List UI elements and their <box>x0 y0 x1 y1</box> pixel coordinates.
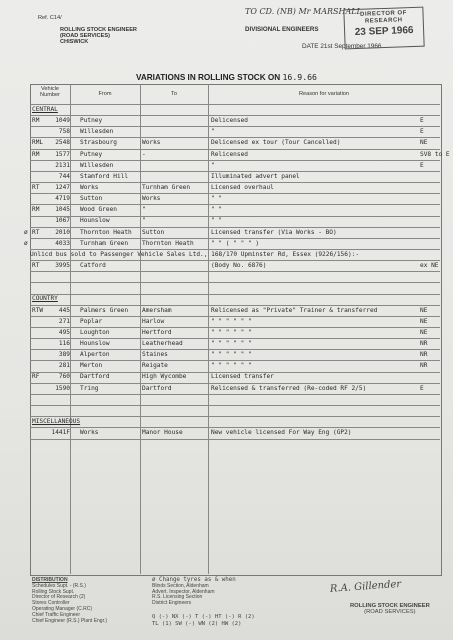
vehicle-number: 1590 <box>55 384 70 392</box>
vehicle-number: 744 <box>58 172 70 180</box>
table-row <box>30 149 450 160</box>
to-location: Reigate <box>142 362 168 370</box>
row-divider <box>30 171 440 172</box>
vehicle-number: 1247 <box>55 183 70 191</box>
section-heading <box>30 104 440 115</box>
vehicle-number: 1441F <box>51 429 70 437</box>
row-divider <box>30 394 440 395</box>
vehicle-number: 3995 <box>55 261 70 269</box>
to-location: Turnham Green <box>142 183 191 191</box>
variation-reason: New vehicle licensed For Way Eng (GP2) <box>211 429 352 437</box>
vehicle-number: 281 <box>58 362 70 370</box>
variation-reason: " <box>211 128 215 136</box>
tyre-change-mark: ø <box>24 228 28 236</box>
stamp-date: 23 SEP 1966 <box>354 24 414 39</box>
allocation-code: E <box>420 384 424 392</box>
to-location: Staines <box>142 351 168 359</box>
vehicle-number: 445 <box>58 306 70 314</box>
from-location: Hounslow <box>80 217 110 225</box>
table-row <box>30 338 440 349</box>
row-divider <box>30 271 440 272</box>
vehicle-number: 1067 <box>55 217 70 225</box>
vehicle-number: 4033 <box>55 239 70 247</box>
signature: R.A. Gillender <box>329 578 402 595</box>
table-row <box>24 238 440 249</box>
variation-reason: " " " " " " <box>211 362 252 370</box>
tyre-change-mark: ø <box>24 239 28 247</box>
table-row-blank <box>30 394 440 405</box>
vehicle-class: RT <box>32 261 40 269</box>
from-location: Works <box>80 429 99 437</box>
vehicle-number: 2131 <box>55 161 70 169</box>
row-divider <box>30 260 440 261</box>
from-location: Hounslow <box>80 339 110 347</box>
section-label: CENTRAL <box>32 106 58 113</box>
row-divider <box>30 115 440 116</box>
to-location: - <box>142 150 146 158</box>
table-row <box>30 427 440 438</box>
section-heading <box>30 416 440 427</box>
row-divider <box>30 193 440 194</box>
variation-reason: " " " " " " <box>211 317 252 325</box>
from-location: Tring <box>80 384 99 392</box>
table-row <box>30 371 440 382</box>
row-divider <box>30 227 440 228</box>
to-location: Hertford <box>142 328 172 336</box>
table-row <box>30 260 440 271</box>
table-row <box>30 171 440 182</box>
table-row <box>30 349 440 360</box>
to-location: Thornton Heath <box>142 239 194 247</box>
variation-reason: Relicensed & transferred (Re-coded RF 2/5) <box>211 384 367 392</box>
from-location: Turnham Green <box>80 239 129 247</box>
table-row <box>30 360 440 371</box>
variation-reason: " " " " " " <box>211 339 252 347</box>
row-divider <box>30 305 440 306</box>
from-location: Putney <box>80 117 103 125</box>
vehicle-number: 116 <box>58 339 70 347</box>
from-location: Sutton <box>80 195 103 203</box>
distribution-list: DISTRIBUTION Schedules Supt. - (R.S.) Rolling Stock Supt. Director of Research (2) Stores Controller Operating Manager (C.RC) Chief Traffic Engineer Chief Engineer (R.S.) Plant Engr.) <box>32 577 108 624</box>
from-location: Putney <box>80 150 103 158</box>
vehicle-number: 1049 <box>55 117 70 125</box>
vehicle-number: 2548 <box>55 139 70 147</box>
table-row <box>30 215 440 226</box>
column-header-reason: Reason for variation <box>298 91 350 97</box>
vehicle-number: 1577 <box>55 150 70 158</box>
table-row <box>30 204 440 215</box>
table-row-blank <box>30 282 440 293</box>
table-row-note <box>30 249 440 260</box>
allocation-code: NR <box>420 339 428 347</box>
vehicle-number: 2010 <box>55 228 70 236</box>
table-row <box>30 160 440 171</box>
section-label: MISCELLANEOUS <box>32 417 81 425</box>
row-divider <box>30 282 440 283</box>
table-row <box>30 305 440 316</box>
vehicle-class: RF <box>32 373 40 381</box>
allocation-code: E <box>420 128 424 136</box>
allocation-code: NE <box>420 328 428 336</box>
table-row <box>30 137 440 148</box>
allocation-code: E <box>420 117 424 125</box>
variation-reason: Licensed transfer (Via Works - BO) <box>211 228 337 236</box>
variation-reason: " <box>211 161 215 169</box>
vehicle-number: 271 <box>58 317 70 325</box>
from-location: Poplar <box>80 317 103 325</box>
to-location: Manor House <box>142 429 183 437</box>
allocation-code: ex NE <box>420 261 439 269</box>
vehicle-class: RT <box>32 183 40 191</box>
from-location: Dartford <box>80 373 110 381</box>
row-divider <box>30 383 440 384</box>
column-header-from: From <box>98 91 112 97</box>
vehicle-number: 758 <box>58 128 70 136</box>
to-location: Dartford <box>142 384 172 392</box>
row-divider <box>30 182 440 183</box>
row-divider <box>30 160 440 161</box>
allocation-code: NR <box>420 362 428 370</box>
allocation-code: NE <box>420 139 428 147</box>
allocation-code: NE <box>420 317 428 325</box>
table-row <box>30 193 440 204</box>
table-row <box>30 126 440 137</box>
table-row <box>24 227 440 238</box>
vehicle-number: 760 <box>58 373 70 381</box>
from-address: ROLLING STOCK ENGINEER (ROAD SERVICES) CHISWICK <box>60 27 137 46</box>
to-location: High Wycombe <box>142 373 187 381</box>
from-location: Willesden <box>80 128 114 136</box>
vehicle-class: RM <box>32 150 40 158</box>
to-location: Works <box>142 139 161 147</box>
variation-reason: " " " " " " <box>211 351 252 359</box>
allocation-code: NE <box>420 306 428 314</box>
from-location: Willesden <box>80 161 114 169</box>
table-row <box>30 115 440 126</box>
variation-reason: " " <box>211 195 223 203</box>
to-location: Works <box>142 195 161 203</box>
variation-reason: Relicensed <box>211 150 248 158</box>
variation-reason: " " <box>211 217 223 225</box>
variation-reason: Relicensed as "Private" Trainer & transferred <box>211 306 378 314</box>
variation-reason: " " " " " " <box>211 328 252 336</box>
row-divider <box>30 416 440 417</box>
document-date: DATE 21st September 1966 <box>302 43 382 50</box>
column-header-to: To <box>171 91 177 97</box>
to-location: Sutton <box>142 228 165 236</box>
row-divider <box>30 372 440 373</box>
table-row <box>30 316 440 327</box>
table-row <box>30 383 440 394</box>
row-divider <box>30 338 440 339</box>
variation-reason: Delicensed <box>211 117 248 125</box>
from-location: Strasbourg <box>80 139 117 147</box>
table-row-blank <box>30 271 440 282</box>
vehicle-class: RTW <box>32 306 44 314</box>
table-row <box>30 182 440 193</box>
row-divider <box>30 249 440 250</box>
from-location: Works <box>80 183 99 191</box>
variation-reason: Delicensed ex tour (Tour Cancelled) <box>211 139 341 147</box>
to-address: DIVISIONAL ENGINEERS <box>245 26 319 33</box>
from-location: Palmers Green <box>80 306 129 314</box>
vehicle-class: RML <box>32 139 44 147</box>
vehicle-class: RM <box>32 117 40 125</box>
row-divider <box>30 216 440 217</box>
stamp-department: DIRECTOR OF RESEARCH <box>360 10 407 25</box>
allocation-code: NR <box>420 351 428 359</box>
handwritten-recipient: TO CD. (NB) Mr MARSHALL <box>245 7 362 16</box>
section-heading <box>30 293 440 304</box>
variation-reason: Licensed transfer <box>211 373 274 381</box>
vehicle-number: 495 <box>58 328 70 336</box>
signatory-title: ROLLING STOCK ENGINEER (ROAD SERVICES) <box>350 603 430 615</box>
vehicle-number: 389 <box>58 351 70 359</box>
tyre-codes: Q (-) NX (-) T (-) HT (-) R (2) TL (1) SW (-) WN (2) HW (2) <box>152 614 255 627</box>
row-divider <box>30 360 440 361</box>
row-divider <box>30 137 440 138</box>
variation-reason: Illuminated advert panel <box>211 172 300 180</box>
row-divider <box>30 149 440 150</box>
row-divider <box>30 327 440 328</box>
to-location: Leatherhead <box>142 339 183 347</box>
from-location: Thornton Heath <box>80 228 132 236</box>
row-divider <box>30 427 440 428</box>
to-location: " <box>142 206 146 214</box>
from-location: Alperton <box>80 351 110 359</box>
to-location: " <box>142 217 146 225</box>
section-label: COUNTRY <box>32 295 58 303</box>
from-location: Merton <box>80 362 103 370</box>
to-location: Harlow <box>142 317 165 325</box>
from-location: Catford <box>80 261 106 269</box>
row-divider <box>30 126 440 127</box>
variation-reason: " " ( " " " ) <box>211 239 260 247</box>
column-header-vehicle: Vehicle Number <box>40 86 60 98</box>
vehicle-number: 1045 <box>55 206 70 214</box>
from-location: Stamford Hill <box>80 172 129 180</box>
from-location: Wood Green <box>80 206 117 214</box>
variation-reason: (Body No. 6876) <box>211 261 267 269</box>
variation-reason: Licensed overhaul <box>211 183 274 191</box>
to-location: Amersham <box>142 306 172 314</box>
row-divider <box>30 316 440 317</box>
vehicle-number: 4719 <box>55 195 70 203</box>
secondary-distribution: ø Change tyres as & when Blinds Section, Aldenham Advert. Inspector, Aldenham R.S. Licensing Section District Engineers <box>152 577 236 607</box>
document-title <box>0 72 453 82</box>
table-row <box>30 327 440 338</box>
note-text: Unlicd bus sold to Passenger Vehicle Sales Ltd., 168/170 Upminster Rd, Essex (9226/156):- <box>30 250 360 258</box>
row-divider <box>30 439 440 440</box>
row-divider <box>30 204 440 205</box>
row-divider <box>30 238 440 239</box>
row-divider <box>30 349 440 350</box>
reference-number: Ref. C14/ <box>38 15 62 21</box>
table-row-blank <box>30 405 440 416</box>
allocation-code: E <box>420 161 424 169</box>
variation-reason: " " <box>211 206 223 214</box>
title-text: VARIATIONS IN ROLLING STOCK ON <box>136 73 281 82</box>
vehicle-class: RM <box>32 206 40 214</box>
received-stamp <box>343 7 424 50</box>
title-date: 16.9.66 <box>282 72 317 82</box>
from-location: Loughton <box>80 328 110 336</box>
row-divider <box>30 405 440 406</box>
allocation-code: SV8 to E <box>420 150 450 158</box>
vehicle-class: RT <box>32 228 40 236</box>
row-divider <box>30 294 440 295</box>
